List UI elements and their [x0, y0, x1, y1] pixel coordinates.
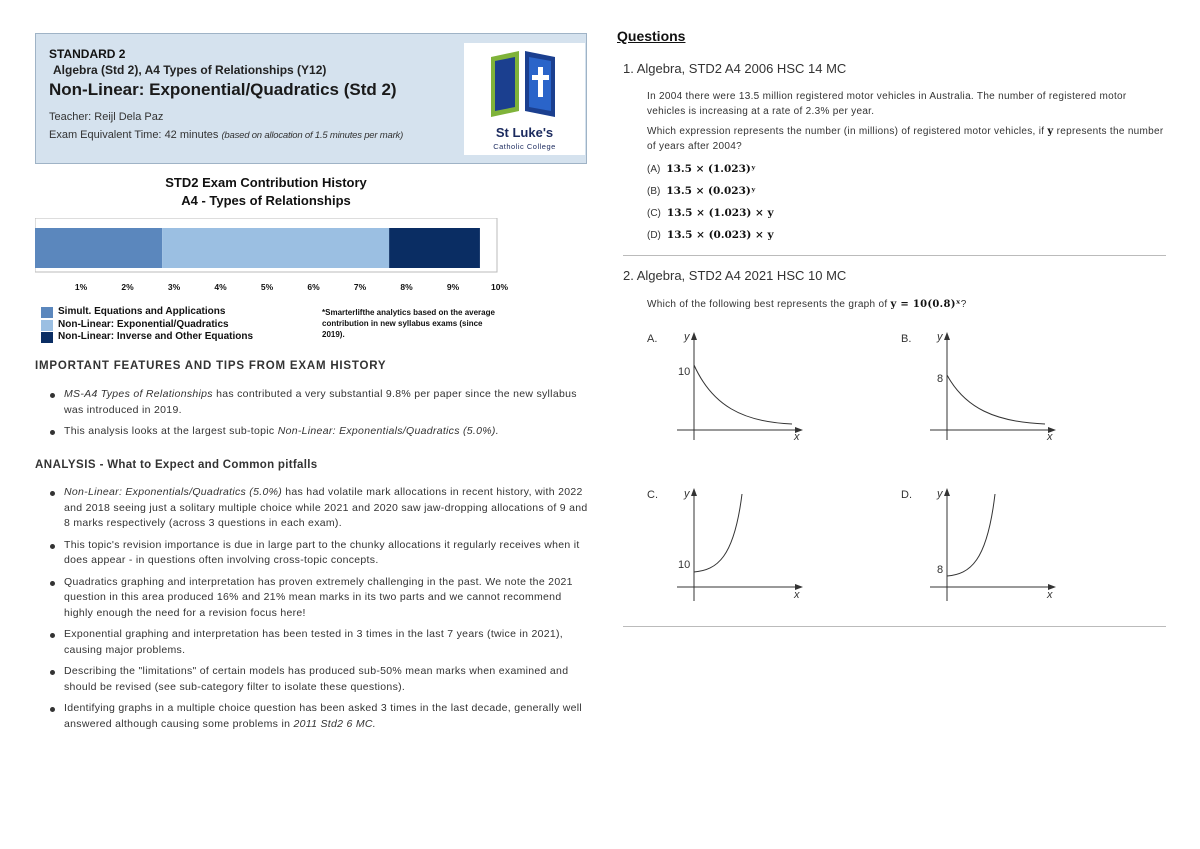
legend-swatch — [41, 332, 53, 343]
teacher-line — [49, 111, 163, 123]
x-tick-label: 6% — [307, 282, 320, 292]
list-item: Non-Linear: Exponentials/Quadratics (5.0%) has had volatile mark allocations in recent history, with 2022 and 2018 seeing just a solitary multiple choice while 2021 and 2020 saw jaw-dropping allocations of 9 and 8 marks respectively (across 3 questions in each exam). — [48, 485, 588, 532]
topic-line: Algebra (Std 2), A4 Types of Relationships (Y12) — [53, 63, 327, 77]
svg-text:y: y — [937, 488, 943, 500]
graph-c-label[interactable]: C. — [647, 489, 658, 501]
chart-legend — [41, 306, 253, 344]
chart-title: STD2 Exam Contribution History — [165, 175, 367, 190]
question-2-prompt: Which of the following best represents the graph of y = 10(0.8)ˣ? — [647, 299, 967, 310]
legend-swatch — [41, 320, 53, 331]
bar-segment-1 — [35, 228, 162, 268]
header-box — [35, 33, 587, 164]
x-tick-label: 5% — [260, 282, 274, 292]
x-tick-label: 2% — [121, 282, 134, 292]
legend-swatch — [41, 307, 53, 318]
svg-text:x: x — [1047, 431, 1053, 443]
graph-b-label[interactable]: B. — [901, 333, 912, 345]
list-item: Identifying graphs in a multiple choice question has been asked 3 times in the last decade, generally well answered although causing some problems in 2011 Std2 6 MC. — [48, 701, 588, 732]
legend-item — [41, 306, 253, 319]
legend-label: Non-Linear: Exponential/Quadratics — [58, 318, 229, 330]
question-1-prompt: Which expression represents the number (in millions) of registered motor vehicles, if y represents the number of years after 2004? — [647, 126, 1164, 152]
option-a[interactable]: (A) 13.5 × (1.023)ʸ — [647, 163, 756, 175]
graph-b — [925, 330, 1065, 445]
bar-segment-3 — [389, 228, 480, 268]
graph-c — [672, 486, 812, 606]
question-1-title: 1. Algebra, STD2 A4 2006 HSC 14 MC — [623, 61, 847, 76]
list-item: Describing the "limitations" of certain models has produced sub-50% mean marks when examined and should be revised (see sub-category filter to isolate these questions). — [48, 664, 588, 695]
teacher-label: Teacher: — [49, 111, 92, 123]
graph-a — [672, 330, 812, 445]
bar-group — [35, 228, 480, 268]
x-tick-label: 7% — [353, 282, 367, 292]
chart-subtitle: A4 - Types of Relationships — [181, 193, 351, 208]
svg-text:x: x — [794, 589, 800, 601]
legend-label: Non-Linear: Inverse and Other Equations — [58, 331, 254, 342]
x-tick-label: 9% — [446, 282, 460, 292]
svg-text:y: y — [937, 331, 943, 343]
x-tick-label: 1% — [74, 282, 88, 292]
book-cross-icon — [489, 49, 559, 119]
divider — [623, 255, 1166, 256]
tick-group — [75, 282, 509, 292]
x-tick-label: 10% — [490, 282, 509, 292]
analysis-heading-rest: - What to Expect and Common pitfalls — [96, 459, 318, 471]
x-tick-label: 3% — [167, 282, 181, 292]
list-item: Quadratics graphing and interpretation has proven extremely challenging in the past. We note the 2021 question in this area produced 16% and 21% mean marks in its two parts and we cannot recommend highly enough the need for a revision focus here! — [48, 575, 588, 622]
page-title: Non-Linear: Exponential/Quadratics (Std 2) — [49, 80, 397, 99]
analysis-heading — [35, 459, 317, 471]
x-tick-label: 8% — [400, 282, 413, 292]
svg-text:8: 8 — [937, 564, 944, 576]
analysis-list — [48, 485, 588, 738]
graph-d — [925, 486, 1065, 606]
standard-label: STANDARD 2 — [49, 47, 126, 61]
svg-text:x: x — [794, 431, 800, 443]
graph-d-label[interactable]: D. — [901, 489, 912, 501]
logo-name: St Luke's — [495, 125, 554, 140]
svg-text:8: 8 — [937, 373, 944, 385]
option-b[interactable]: (B) 13.5 × (0.023)ʸ — [647, 185, 756, 197]
x-tick-label: 4% — [214, 282, 227, 292]
svg-text:y: y — [684, 331, 690, 343]
option-c[interactable]: (C) 13.5 × (1.023) × y — [647, 207, 774, 219]
list-item: This topic's revision importance is due in large part to the chunky allocations it regularly receives when it does appear - in questions often involving cross-topic concepts. — [48, 538, 588, 569]
question-2-title: 2. Algebra, STD2 A4 2021 HSC 10 MC — [623, 268, 847, 283]
option-d[interactable]: (D) 13.5 × (0.023) × y — [647, 229, 774, 241]
time-note: (based on allocation of 1.5 minutes per mark) — [221, 130, 404, 141]
divider — [623, 626, 1166, 627]
list-item: MS-A4 Types of Relationships has contributed a very substantial 9.8% per paper since the new syllabus was introduced in 2019. — [48, 387, 588, 418]
legend-item — [41, 319, 253, 332]
tips-heading: IMPORTANT FEATURES AND TIPS FROM EXAM HISTORY — [35, 360, 387, 372]
list-item: Exponential graphing and interpretation has been tested in 3 times in the last 7 years (twice in 2021), causing major problems. — [48, 627, 588, 658]
question-1-text: In 2004 there were 13.5 million registered motor vehicles in Australia. The number of registered motor vehicles is increasing at a rate of 2.3% per year. — [647, 91, 1127, 117]
logo-subtitle: Catholic College — [493, 142, 556, 151]
school-logo — [464, 43, 585, 155]
svg-text:y: y — [684, 488, 690, 500]
legend-item — [41, 331, 253, 344]
questions-heading: Questions — [617, 28, 686, 44]
legend-label: Simult. Equations and Applications — [58, 306, 226, 317]
tips-list — [48, 387, 588, 446]
teacher-name: Reijl Dela Paz — [94, 111, 164, 123]
svg-text:10: 10 — [678, 559, 691, 571]
chart-title-block — [35, 174, 497, 210]
list-item: This analysis looks at the largest sub-topic Non-Linear: Exponentials/Quadratics (5.0%). — [48, 424, 588, 440]
bar-segment-2 — [162, 228, 389, 268]
analysis-heading-bold: ANALYSIS — [35, 459, 97, 471]
graph-a-label[interactable]: A. — [647, 333, 658, 345]
svg-text:x: x — [1047, 589, 1053, 601]
time-line — [49, 129, 403, 141]
chart-note: *Smarterlifthe analytics based on the average contribution in new syllabus exams (since 2019). — [322, 308, 495, 339]
svg-text:10: 10 — [678, 366, 691, 378]
contribution-chart — [35, 218, 515, 298]
time-value: 42 minutes — [164, 129, 219, 141]
time-label: Exam Equivalent Time: — [49, 129, 162, 141]
